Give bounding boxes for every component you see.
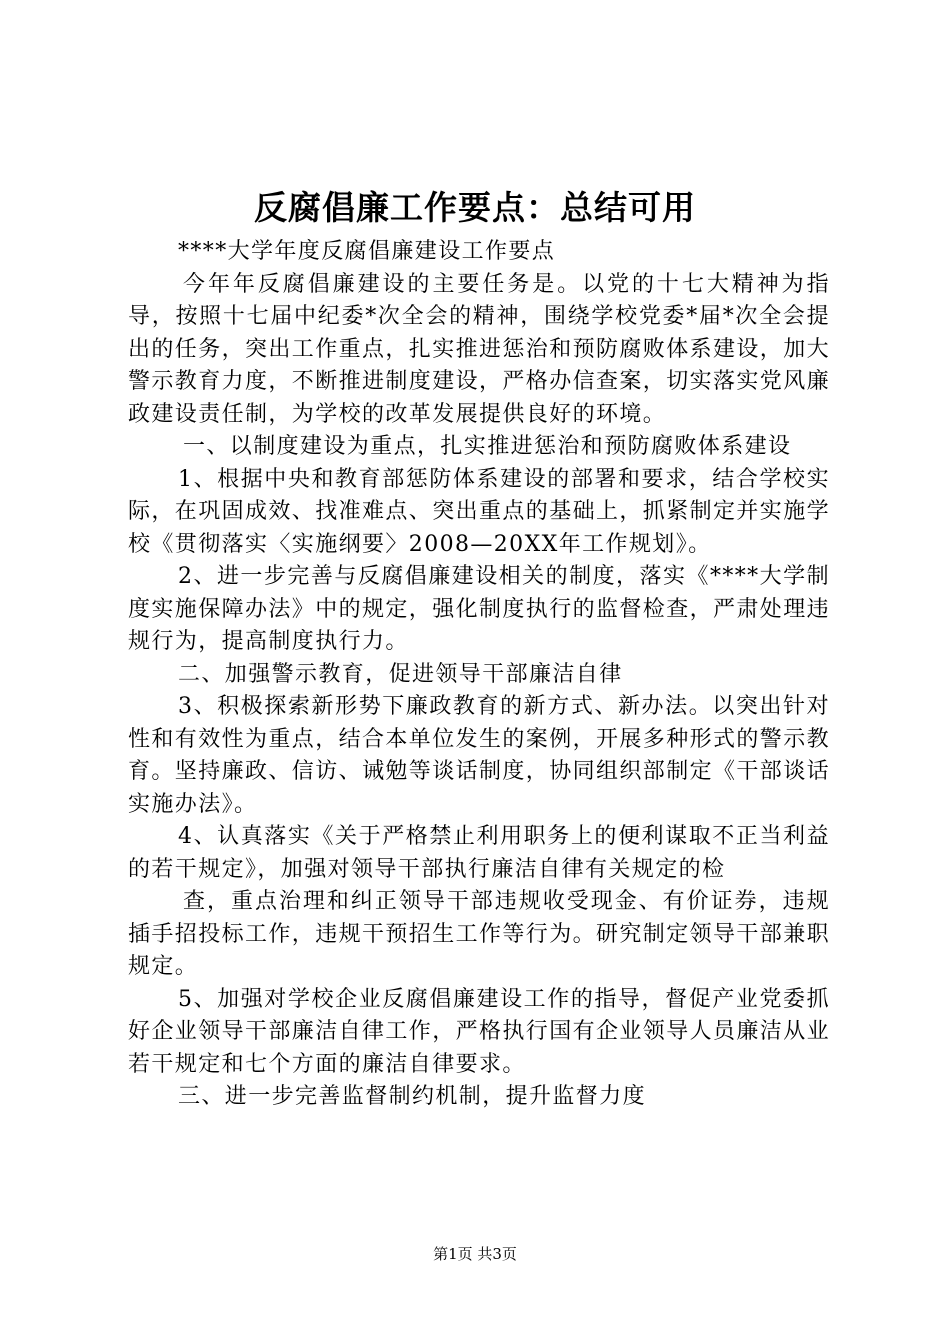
item-paragraph-1: 1、根据中央和教育部惩防体系建设的部署和要求，结合学校实际，在巩固成效、找准难点、突出重点的基础上，抓紧制定并实施学校《贯彻落实〈实施纲要〉2008—20XX年工作规划》。	[128, 466, 831, 557]
page-footer: 第1页 共3页	[433, 1245, 517, 1263]
item-paragraph-3: 3、积极探索新形势下廉政教育的新方式、新办法。以突出针对性和有效性为重点，结合本单位发生的案例，开展多种形式的警示教育。坚持廉政、信访、诫勉等谈话制度，协同组织部制定《干部谈话实施办法》。	[128, 694, 831, 817]
section-heading-1: 一、以制度建设为重点，扎实推进惩治和预防腐败体系建设	[183, 434, 792, 459]
item-paragraph-4-continued: 查，重点治理和纠正领导干部违规收受现金、有价证券，违规插手招投标工作，违规干预招生工作等行为。研究制定领导干部兼职规定。	[128, 889, 831, 979]
section-heading-2: 二、加强警示教育，促进领导干部廉洁自律	[178, 661, 623, 687]
subtitle-paragraph: ****大学年度反腐倡廉建设工作要点	[178, 239, 556, 264]
document-body	[128, 236, 830, 1114]
item-paragraph-4: 4、认真落实《关于严格禁止利用职务上的便利谋取不正当利益的若干规定》，加强对领导干部执行廉洁自律有关规定的检	[128, 824, 830, 882]
intro-paragraph: 今年年反腐倡廉建设的主要任务是。以党的十七大精神为指导，按照十七届中纪委*次全会的精神，围绕学校党委*届*次全会提出的任务，突出工作重点，扎实推进惩治和预防腐败体系建设，加大警示教育力度，不断推进制度建设，严格办信查案，切实落实党风廉政建设责任制，为学校的改革发展提供良好的环境。	[128, 271, 831, 427]
section-heading-3: 三、进一步完善监督制约机制，提升监督力度	[178, 1084, 647, 1109]
item-paragraph-2: 2、进一步完善与反腐倡廉建设相关的制度，落实《****大学制度实施保障办法》中的规定，强化制度执行的监督检查，严肃处理违规行为，提高制度执行力。	[128, 564, 831, 654]
item-paragraph-5: 5、加强对学校企业反腐倡廉建设工作的指导，督促产业党委抓好企业领导干部廉洁自律工作，严格执行国有企业领导人员廉洁从业若干规定和七个方面的廉洁自律要求。	[128, 986, 831, 1077]
document-title: 反腐倡廉工作要点：总结可用	[254, 188, 696, 227]
